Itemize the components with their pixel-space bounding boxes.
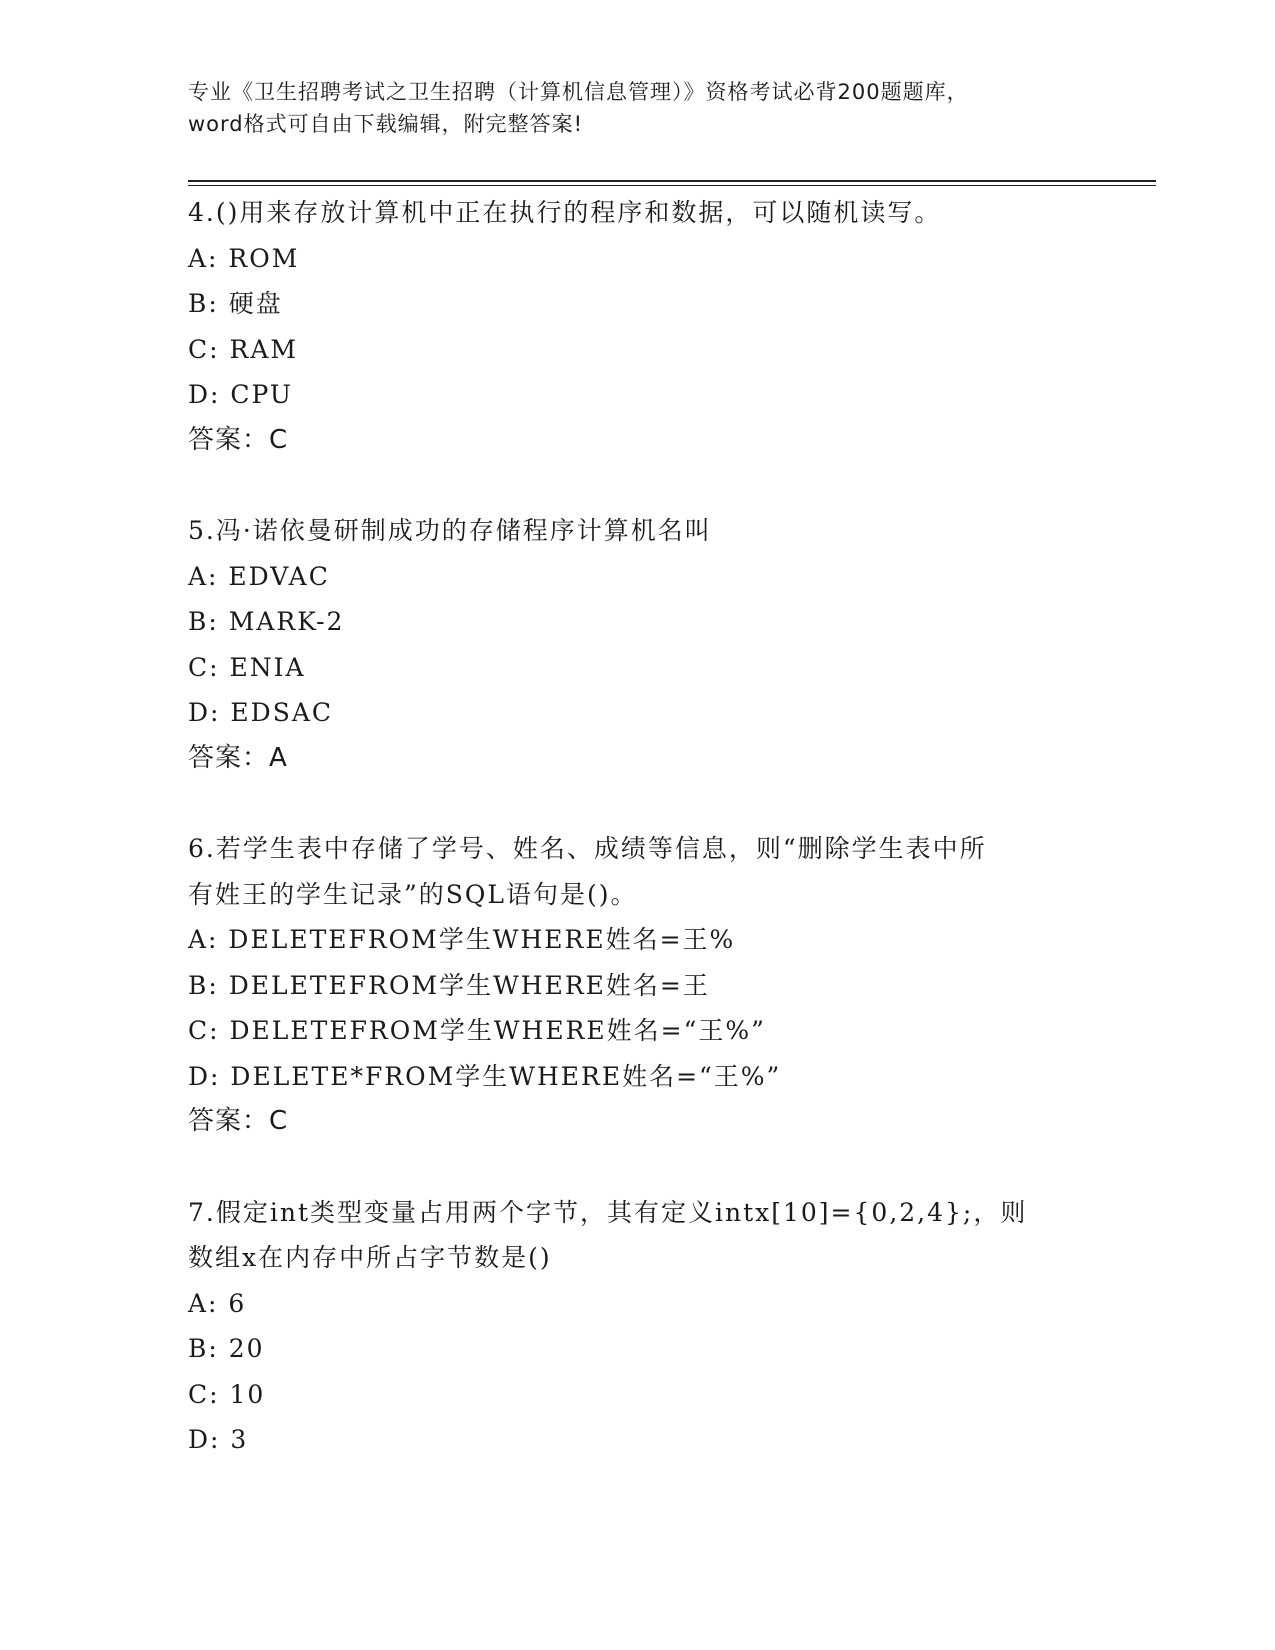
option-d: D: 3 — [188, 1425, 249, 1454]
answer: 答案：A — [188, 742, 288, 773]
option-b: B: DELETEFROM学生WHERE姓名=王 — [188, 970, 710, 1000]
question-text-line-1: 7.假定int类型变量占用两个字节，其有定义intx[10]={0,2,4};，则 — [188, 1197, 1028, 1227]
question-7 — [188, 1190, 1108, 1463]
option-d: D: CPU — [188, 380, 293, 409]
option-d: D: DELETE*FROM学生WHERE姓名=“王%” — [188, 1061, 782, 1091]
header-title-line-2: word格式可自由下载编辑，附完整答案! — [188, 112, 584, 136]
option-d: D: EDSAC — [188, 698, 334, 727]
option-c: C: 10 — [188, 1379, 266, 1409]
question-text-line-2: 有姓王的学生记录”的SQL语句是()。 — [188, 879, 638, 909]
document-header — [188, 76, 1088, 140]
option-a: A: EDVAC — [188, 561, 330, 591]
header-divider-thick — [188, 180, 1156, 182]
option-c: C: ENIA — [188, 652, 306, 682]
answer: 答案：C — [188, 424, 289, 455]
question-list — [188, 190, 1108, 1463]
header-divider-thin — [188, 185, 1156, 186]
question-4 — [188, 190, 1108, 463]
option-a: A: 6 — [188, 1288, 247, 1318]
question-text: 4.()用来存放计算机中正在执行的程序和数据，可以随机读写。 — [188, 198, 942, 227]
option-b: B: 硬盘 — [188, 289, 283, 318]
option-c: C: RAM — [188, 334, 298, 364]
question-5 — [188, 508, 1108, 781]
option-b: B: MARK-2 — [188, 607, 345, 636]
question-text: 5.冯·诺依曼研制成功的存储程序计算机名叫 — [188, 516, 712, 545]
question-text-line-1: 6.若学生表中存储了学号、姓名、成绩等信息，则“删除学生表中所 — [188, 834, 987, 863]
option-a: A: ROM — [188, 243, 300, 273]
answer: 答案：C — [188, 1106, 289, 1136]
question-text-line-2: 数组x在内存中所占字节数是() — [188, 1243, 552, 1272]
option-a: A: DELETEFROM学生WHERE姓名=王% — [188, 925, 736, 954]
option-c: C: DELETEFROM学生WHERE姓名=“王%” — [188, 1016, 766, 1045]
header-title-line-1: 专业《卫生招聘考试之卫生招聘（计算机信息管理）》资格考试必背200题题库， — [188, 80, 969, 104]
question-6 — [188, 826, 1108, 1145]
option-b: B: 20 — [188, 1334, 265, 1363]
